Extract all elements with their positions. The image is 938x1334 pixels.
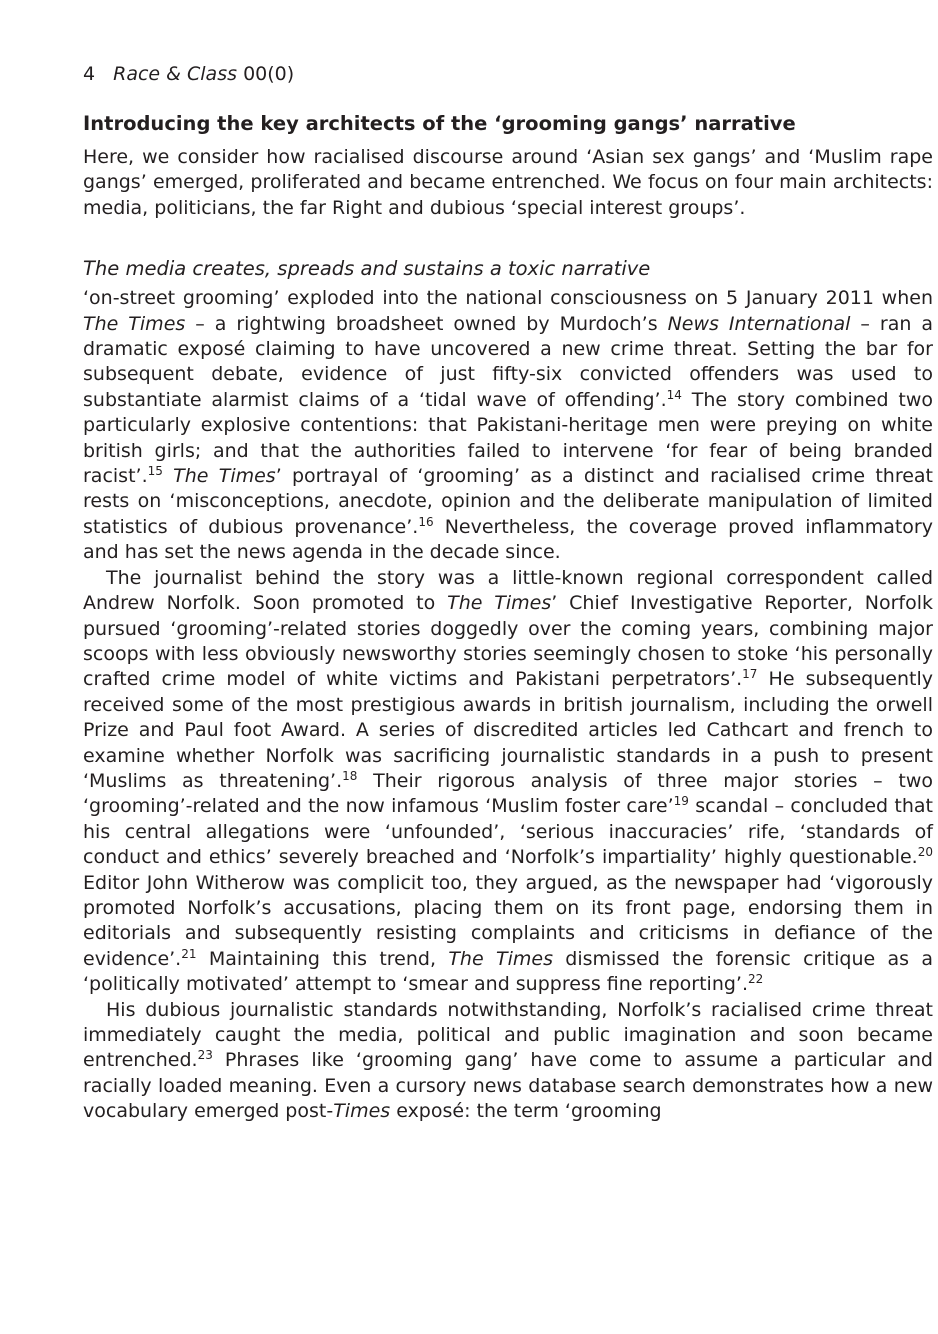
intro-paragraph: Here, we consider how racialised discourse around ‘Asian sex gangs’ and ‘Muslim rape gangs’ emerged, proliferated and became entrenched. We focus on four main architects: media, politicians, the far Right and dubious ‘special interest groups’.: [83, 146, 933, 219]
journal-title: Race & Class: [113, 63, 238, 85]
footnote-ref[interactable]: 19: [673, 794, 689, 809]
article-page: [83, 60, 933, 1125]
footnote-ref[interactable]: 15: [147, 464, 163, 479]
journal-volume: 00(0): [243, 63, 295, 85]
footnote-ref[interactable]: 23: [197, 1048, 213, 1063]
page-number: 4: [83, 63, 96, 85]
footnote-ref[interactable]: 14: [666, 387, 682, 402]
footnote-ref[interactable]: 17: [742, 667, 758, 682]
footnote-ref[interactable]: 22: [748, 972, 764, 987]
section-heading: Introducing the key architects of the ‘grooming gangs’ narrative: [83, 112, 796, 135]
footnote-ref[interactable]: 20: [917, 845, 933, 860]
subsection-heading: The media creates, spreads and sustains a toxic narrative: [83, 257, 651, 281]
footnote-ref[interactable]: 21: [181, 946, 197, 961]
body-paragraph-1: ‘on-street grooming’ exploded into the national consciousness on 5 January 2011 when The Times – a rightwing broadsheet owned by Murdoch’s News International – ran a dramatic exposé claiming to have uncovered a new crime threat. Setting the bar for subsequent debate, evidence of just fifty-six convicted offenders was used to substantiate alarmist claims of a ‘tidal wave of offending’.$^{14}$ The story combined two particularly explosive contentions: that Pakistani-heritage men were preying on white british girls; and that the authorities failed to intervene ‘for fear of being branded racist’.$^{15}$ The Times’ portrayal of ‘grooming’ as a distinct and racialised crime threat rests on ‘misconceptions, anecdote, opinion and the deliberate manipulation of limited statistics of dubious provenance’.$^{16}$ Nevertheless, the coverage proved inflammatory and has set the news agenda in the decade since.: [83, 287, 933, 564]
running-head: [83, 60, 933, 88]
body-paragraph-3: His dubious journalistic standards notwithstanding, Norfolk’s racialised crime threat immediately caught the media, political and public imagination and soon became entrenched.$^{23}$ Phrases like ‘grooming gang’ have come to assume a particular and racially loaded meaning. Even a cursory news database search demonstrates how a new vocabulary emerged post-Times exposé: the term ‘grooming: [83, 998, 933, 1123]
footnote-ref[interactable]: 18: [342, 768, 358, 783]
body-paragraph-2: The journalist behind the story was a little-known regional correspondent called Andrew Norfolk. Soon promoted to The Times’ Chief Investigative Reporter, Norfolk pursued ‘grooming’-related stories doggedly over the coming years, combining major scoops with less obviously newsworthy stories seemingly chosen to stoke ‘his personally crafted crime model of white victims and Pakistani perpetrators’.$^{17}$ He subsequently received some of the most prestigious awards in british journalism, including the orwell Prize and Paul foot Award. A series of discredited articles led Cathcart and french to examine whether Norfolk was sacrificing journalistic standards in a push to present ‘Muslims as threatening’.$^{18}$ Their rigorous analysis of three major stories – two ‘grooming’-related and the now infamous ‘Muslim foster care’$^{19}$ scandal – concluded that his central allegations were ‘unfounded’, ‘serious inaccuracies’ rife, ‘standards of conduct and ethics’ severely breached and ‘Norfolk’s impartiality’ highly questionable.$^{20}$ Editor John Witherow was complicit too, they argued, as the newspaper had ‘vigorously promoted Norfolk’s accusations, placing them on its front page, endorsing them in editorials and subsequently resisting complaints and criticisms in defiance of the evidence’.$^{21}$ Maintaining this trend, The Times dismissed the forensic critique as a ‘politically motivated’ attempt to ‘smear and suppress fine reporting’.$^{22}$: [83, 566, 934, 996]
footnote-ref[interactable]: 16: [418, 514, 434, 529]
